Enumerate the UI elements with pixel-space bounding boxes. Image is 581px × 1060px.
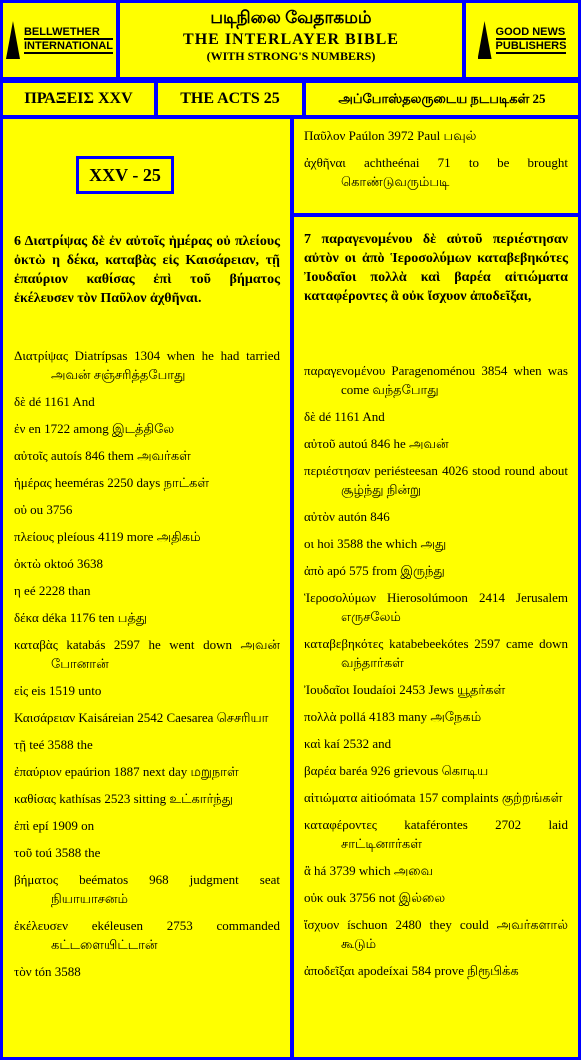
- logo-text: BELLWETHER: [24, 26, 113, 40]
- word-entry: ἀπὸ apó 575 from இருந்து: [304, 563, 445, 578]
- title-english: THE INTERLAYER BIBLE: [183, 31, 399, 48]
- logo-text: INTERNATIONAL: [24, 40, 113, 54]
- word-entry: δὲ dé 1161 And: [14, 394, 95, 409]
- word-entry: ἀχθῆναι achtheénai 71 to be brought கொண்டுவரும்படி: [304, 155, 568, 189]
- verse-label: XXV - 25: [76, 156, 174, 194]
- shepherd-icon: [6, 21, 20, 59]
- book-tamil: [303, 80, 581, 118]
- word-entry: αὐτοῦ autoú 846 he அவன்: [304, 436, 449, 451]
- word-entry: εἰς eis 1519 unto: [14, 683, 102, 698]
- word-entry: βήματος beématos 968 judgment seat நியாயாசனம்: [14, 872, 280, 906]
- left-word-list: [14, 346, 280, 989]
- cross-icon: [478, 21, 492, 59]
- word-entry: ἴσχυον íschuon 2480 they could அவர்களால் கூடும்: [304, 917, 568, 951]
- word-entry: αὐτὸν autón 846: [304, 509, 390, 524]
- word-entry: οὐ ou 3756: [14, 502, 73, 517]
- word-entry: καθίσας kathísas 2523 sitting உட்கார்ந்து: [14, 791, 233, 806]
- word-entry: δέκα déka 1176 ten பத்து: [14, 610, 148, 625]
- word-entry: βαρέα baréa 926 grievous கொடிய: [304, 763, 489, 778]
- book-tamil-text: அப்போஸ்தலருடைய நடபடிகள் 25: [338, 90, 546, 106]
- word-entry: παραγενομένου Paragenoménou 3854 when was come வந்தபோது: [304, 363, 568, 397]
- word-entry: τοῦ toú 3588 the: [14, 845, 101, 860]
- top-right-word-list: [304, 126, 568, 199]
- word-entry: οι hoi 3588 the which அது: [304, 536, 447, 551]
- word-entry: πολλὰ pollá 4183 many அநேகம்: [304, 709, 482, 724]
- word-entry: ὀκτὼ oktoó 3638: [14, 556, 103, 571]
- book-english-text: THE ACTS 25: [180, 90, 280, 107]
- word-entry: ἐπὶ epí 1909 on: [14, 818, 95, 833]
- book-greek: [0, 80, 157, 118]
- word-entry: πλείους pleíous 4119 more அதிகம்: [14, 529, 201, 544]
- word-entry: αὐτοῖς autoís 846 them அவர்கள்: [14, 448, 191, 463]
- word-entry: καταβὰς katabás 2597 he went down அவன் போனான்: [14, 637, 280, 671]
- word-entry: ἐπαύριον epaúrion 1887 next day மறுநாள்: [14, 764, 239, 779]
- word-entry: ἀποδεῖξαι apodeíxai 584 prove நிரூபிக்க: [304, 963, 519, 978]
- title-tamil: படிநிலை வேதாகமம்: [210, 8, 372, 27]
- logo-text: GOOD NEWS: [496, 26, 567, 40]
- word-entry: καὶ kaí 2532 and: [304, 736, 392, 751]
- word-entry: ἐν en 1722 among இடத்திலே: [14, 421, 175, 436]
- right-verse-text: 7 παραγενομένου δὲ αὐτοῦ περιέστησαν αὐτὸν οι ἀπὸ Ἱεροσολύμων καταβεβηκότες Ἰουδαῖοι πολλὰ καὶ βαρέα αἰτιώματα καταφέροντες ἃ οὐκ ἴσχυον ἀποδεῖξαι,: [304, 232, 568, 304]
- book-english: [155, 80, 305, 118]
- word-entry: ἡμέρας heeméras 2250 days நாட்கள்: [14, 475, 210, 490]
- right-word-list: [304, 361, 568, 988]
- word-entry: τὸν tón 3588: [14, 964, 81, 979]
- logo-text: PUBLISHERS: [496, 40, 567, 54]
- word-entry: οὐκ ouk 3756 not இல்லை: [304, 890, 446, 905]
- word-entry: Διατρίψας Diatrípsas 1304 when he had tarried அவன் சஞ்சரித்தபோது: [14, 348, 280, 382]
- word-entry: Ἰουδαῖοι Ioudaíoi 2453 Jews யூதர்கள்: [304, 682, 506, 697]
- word-entry: Καισάρειαν Kaisáreian 2542 Caesarea செசரியா: [14, 710, 269, 725]
- publisher-logo-right: [463, 0, 581, 80]
- word-entry: ἃ há 3739 which அவை: [304, 863, 434, 878]
- word-entry: δὲ dé 1161 And: [304, 409, 385, 424]
- word-entry: αἰτιώματα aitioómata 157 complaints குற்றங்கள்: [304, 790, 563, 805]
- word-entry: καταφέροντες kataférontes 2702 laid சாட்டினார்கள்: [304, 817, 568, 851]
- left-verse-text: 6 Διατρίψας δὲ ἐν αὐτοῖς ἡμέρας οὐ πλείους ὀκτὼ η δέκα, καταβὰς εἰς Καισάρειαν, τῇ ἐπαύριον καθίσας ἐπὶ τοῦ βήματος ἐκέλευσεν τὸν Παῦλον ἀχθῆναι.: [14, 234, 280, 306]
- word-entry: τῇ teé 3588 the: [14, 737, 93, 752]
- bible-title: [117, 0, 465, 80]
- word-entry: Παῦλον Paúlon 3972 Paul பவுல்: [304, 128, 477, 143]
- word-entry: Ἱεροσολύμων Hierosolúmoon 2414 Jerusalem எருசலேம்: [304, 590, 568, 624]
- word-entry: καταβεβηκότες katabebeekótes 2597 came down வந்தார்கள்: [304, 636, 568, 670]
- book-greek-text: ΠΡΑΞΕΙΣ XXV: [24, 90, 133, 107]
- word-entry: ἐκέλευσεν ekéleusen 2753 commanded கட்டளையிட்டான்: [14, 918, 280, 952]
- publisher-logo-left: [0, 0, 119, 80]
- title-subtitle: (WITH STRONG'S NUMBERS): [206, 49, 376, 63]
- word-entry: περιέστησαν periésteesan 4026 stood round about சூழ்ந்து நின்று: [304, 463, 568, 497]
- word-entry: η eé 2228 than: [14, 583, 91, 598]
